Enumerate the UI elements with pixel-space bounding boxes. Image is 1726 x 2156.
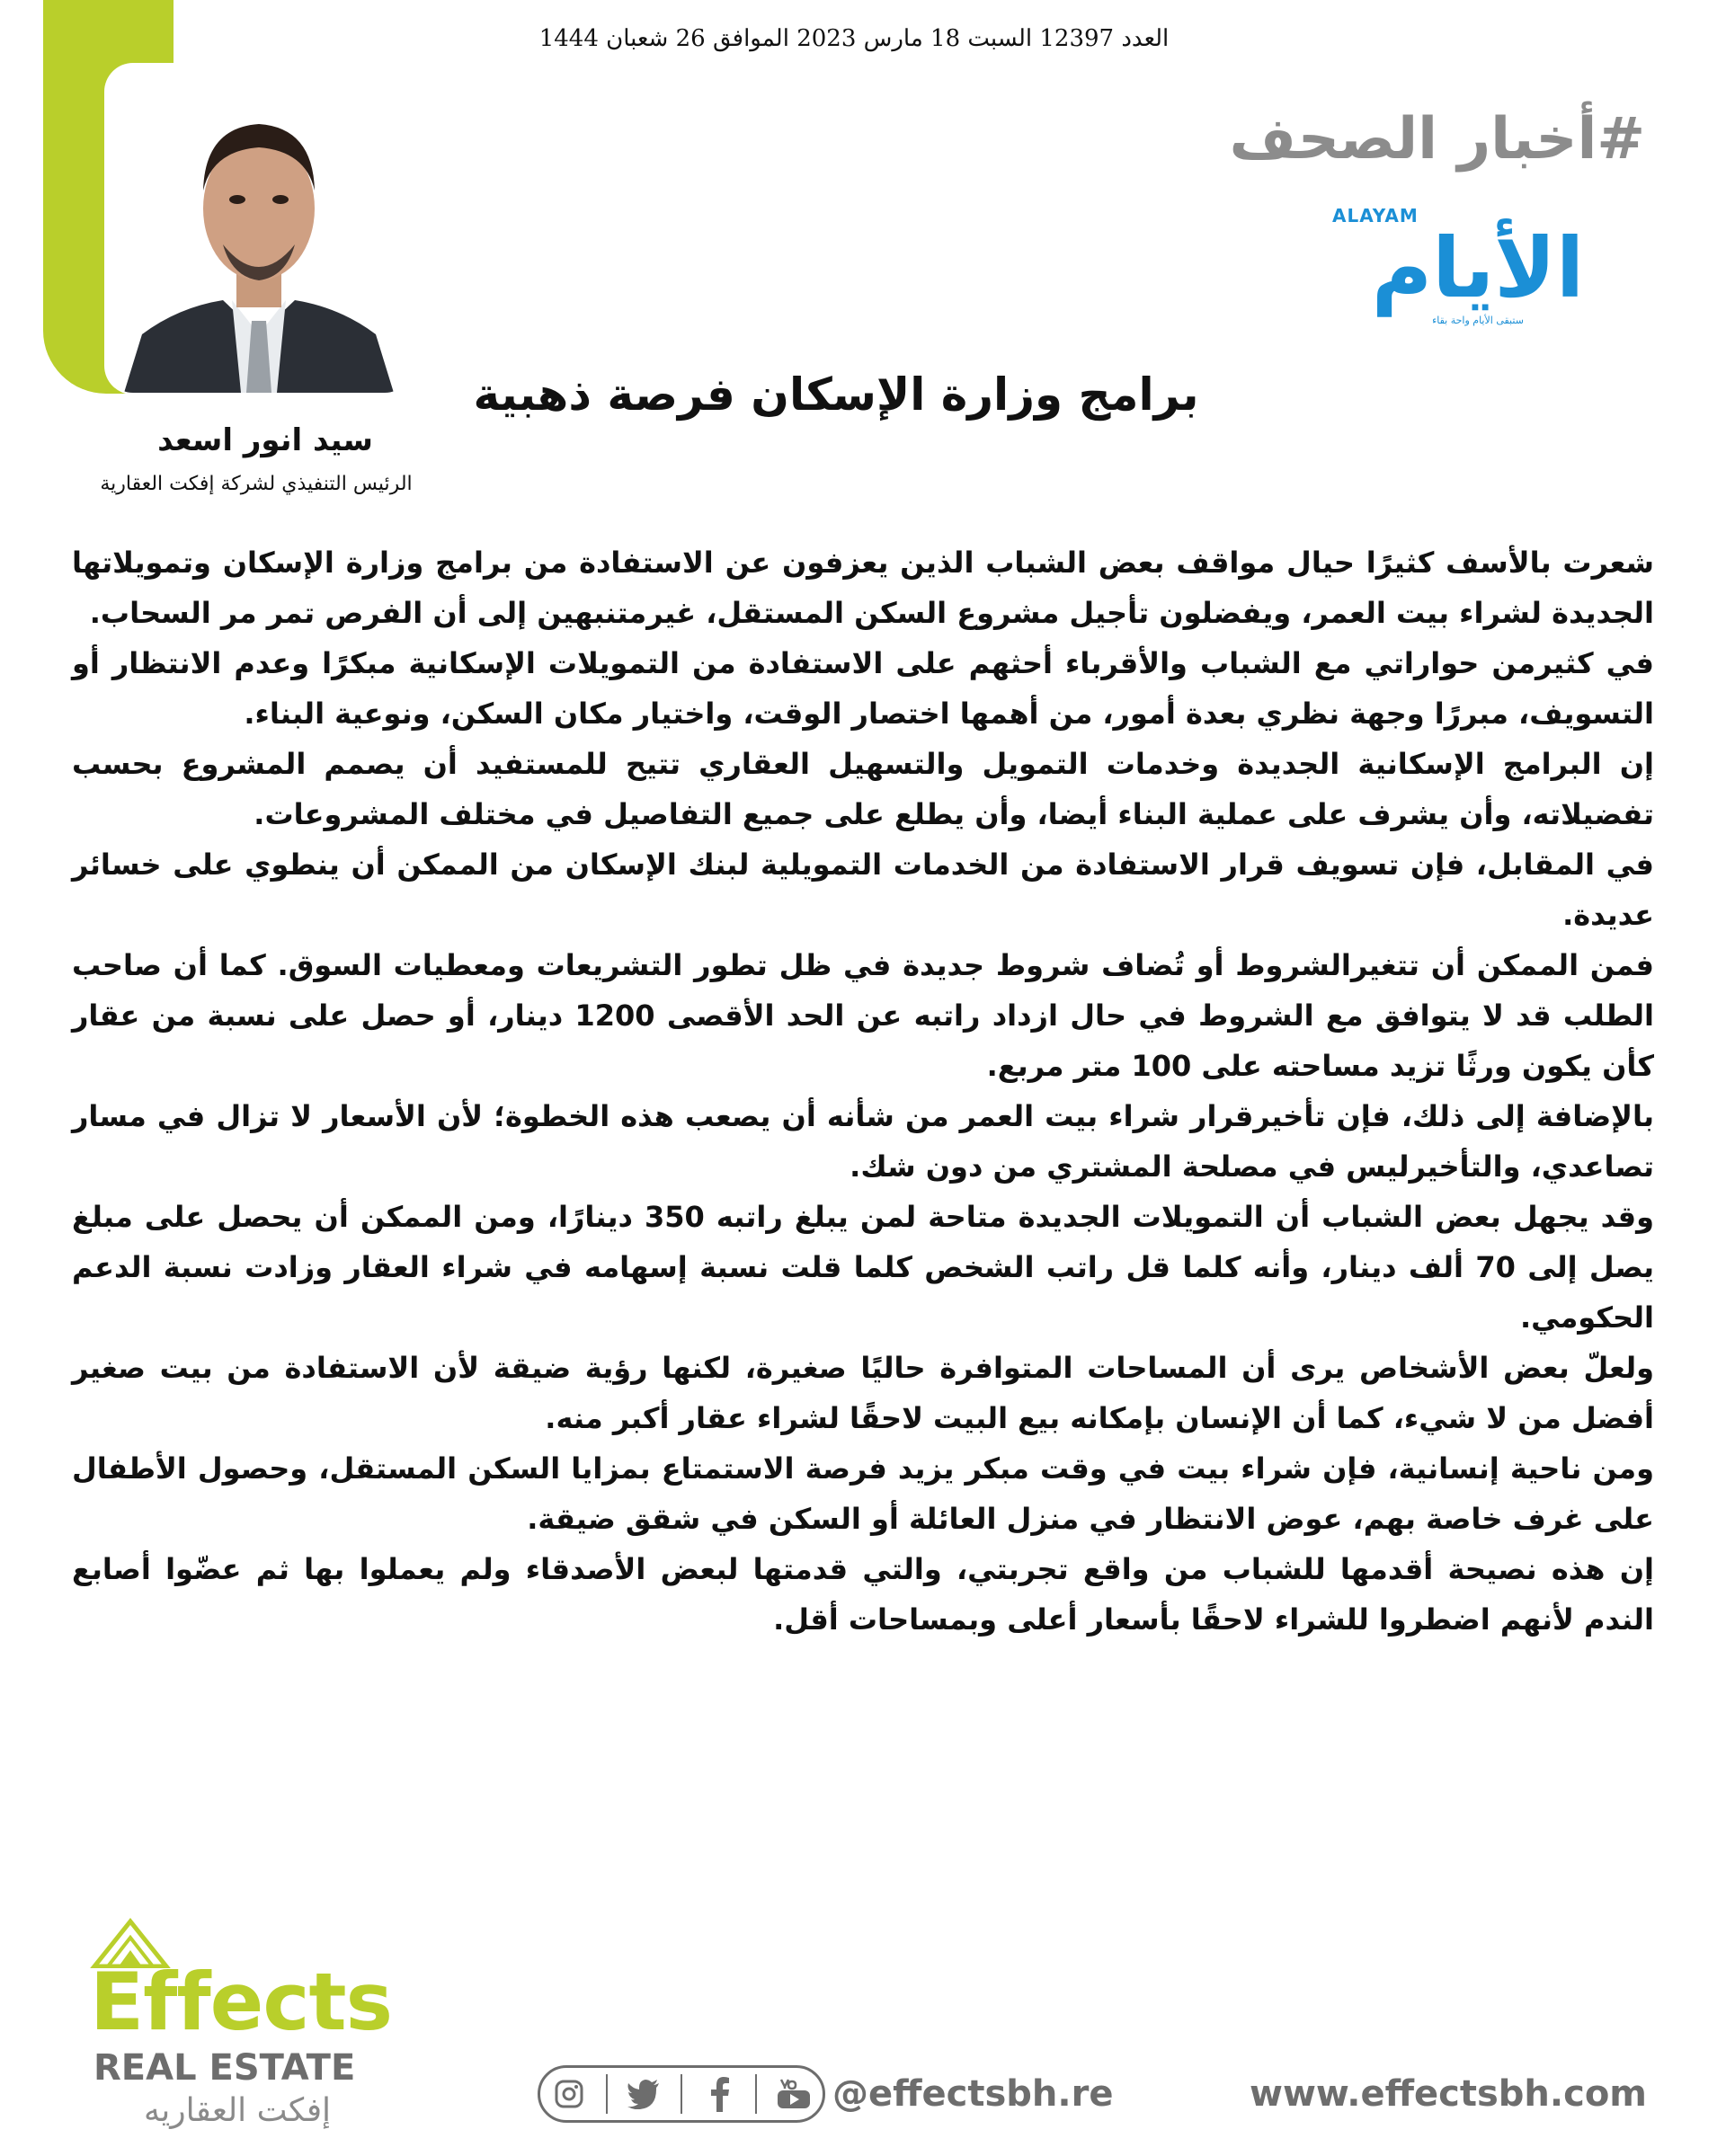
facebook-icon[interactable] xyxy=(698,2072,741,2116)
author-title: الرئيس التنفيذي لشركة إفكت العقارية xyxy=(100,473,413,495)
social-handle[interactable]: @effectsbh.re xyxy=(832,2073,1114,2115)
divider xyxy=(606,2074,608,2114)
issue-line: العدد 12397 السبت 18 مارس 2023 الموافق 26 شعبان 1444 xyxy=(538,25,1170,52)
article-paragraph: فمن الممكن أن تتغيرالشروط أو تُضاف شروط جديدة في ظل تطور التشريعات ومعطيات السوق. كما أن صاحب الطلب قد لا يتوافق مع الشروط في حال ازداد راتبه عن الحد الأقصى 1200 دينار، أو حصل على نسبة من عقار كأن يكون ورثًا تزيد مساحته على 100 متر مربع. xyxy=(72,948,1654,1083)
article-body xyxy=(72,537,1654,1645)
effects-brand-logo xyxy=(90,1914,396,2139)
divider xyxy=(755,2074,757,2114)
article-paragraph: بالإضافة إلى ذلك، فإن تأخيرقرار شراء بيت العمر من شأنه أن يصعب هذه الخطوة؛ لأن الأسعار لا تزال في مسار تصاعدي، والتأخيرليس في مصلحة المشتري من دون شك. xyxy=(72,1099,1654,1184)
newspaper-latin-name: ALAYAM xyxy=(1332,205,1419,226)
newspaper-arabic-name: الأيام xyxy=(1371,220,1585,316)
brand-word: Effects xyxy=(90,1956,392,2048)
divider xyxy=(681,2074,682,2114)
section-hashtag: #أخبار الصحف xyxy=(1229,106,1645,173)
article-paragraph: ومن ناحية إنسانية، فإن شراء بيت في وقت مبكر يزيد فرصة الاستمتاع بمزايا السكن المستقل، وحصول الأطفال على غرف خاصة بهم، عوض الانتظار في منزل العائلة أو السكن في شقق ضيقة. xyxy=(72,1451,1654,1536)
newspaper-logo xyxy=(1316,200,1640,334)
article-headline: برامج وزارة الإسكان فرصة ذهبية xyxy=(473,368,1199,421)
author-photo xyxy=(106,65,412,393)
article-paragraph: إن هذه نصيحة أقدمها للشباب من واقع تجربتي، والتي قدمتها لبعض الأصدقاء ولم يعملوا بها ثم عضّوا أصابع الندم لأنهم اضطروا للشراء لاحقًا بأسعار أعلى وبمساحات أقل. xyxy=(72,1552,1654,1637)
instagram-icon[interactable] xyxy=(547,2072,591,2116)
article-paragraph: وقد يجهل بعض الشباب أن التمويلات الجديدة متاحة لمن يبلغ راتبه 350 دينارًا، ومن الممكن أن يحصل على مبلغ يصل إلى 70 ألف دينار، وأنه كلما قل راتب الشخص كلما قلت نسبة إسهامه في شراء العقار وزادت نسبة الدعم الحكومي. xyxy=(72,1200,1655,1335)
newspaper-tagline: ستبقى الأيام واحة بقاء xyxy=(1432,315,1524,326)
article-paragraph: إن البرامج الإسكانية الجديدة وخدمات التمويل والتسهيل العقاري تتيح للمستفيد أن يصمم المشروع بحسب تفضيلاته، وأن يشرف على عملية البناء أيضا، وأن يطلع على جميع التفاصيل في مختلف المشروعات. xyxy=(72,747,1654,831)
website-link[interactable]: www.effectsbh.com xyxy=(1250,2073,1647,2115)
article-paragraph: ولعلّ بعض الأشخاص يرى أن المساحات المتوافرة حاليًا صغيرة، لكنها رؤية ضيقة لأن الاستفادة من بيت صغير أفضل من لا شيء، كما أن الإنسان بإمكانه بيع البيت لاحقًا لشراء عقار أكبر منه. xyxy=(72,1351,1654,1435)
social-icons-bar xyxy=(538,2065,825,2123)
author-name: سيد انور اسعد xyxy=(157,422,373,458)
article-paragraph: في كثيرمن حواراتي مع الشباب والأقرباء أحثهم على الاستفادة من التمويلات الإسكانية مبكرًا وعدم الانتظار أو التسويف، مبررًا وجهة نظري بعدة أمور، من أهمها اختصار الوقت، واختيار مكان السكن، ونوعية البناء. xyxy=(72,646,1654,731)
twitter-icon[interactable] xyxy=(622,2072,665,2116)
article-paragraph: في المقابل، فإن تسويف قرار الاستفادة من الخدمات التمويلية لبنك الإسكان من الممكن أن ينطوي على خسائر عديدة. xyxy=(72,847,1654,932)
article-paragraph: شعرت بالأسف كثيرًا حيال مواقف بعض الشباب الذين يعزفون عن الاستفادة من برامج وزارة الإسكان وتمويلاتها الجديدة لشراء بيت العمر، ويفضلون تأجيل مشروع السكن المستقل، غيرمتنبهين إلى أن الفرص تمر مر السحاب. xyxy=(72,546,1654,630)
brand-arabic: إفكت العقاريه xyxy=(143,2092,332,2129)
youtube-icon[interactable] xyxy=(772,2072,815,2116)
brand-subtitle: REAL ESTATE xyxy=(93,2047,356,2089)
